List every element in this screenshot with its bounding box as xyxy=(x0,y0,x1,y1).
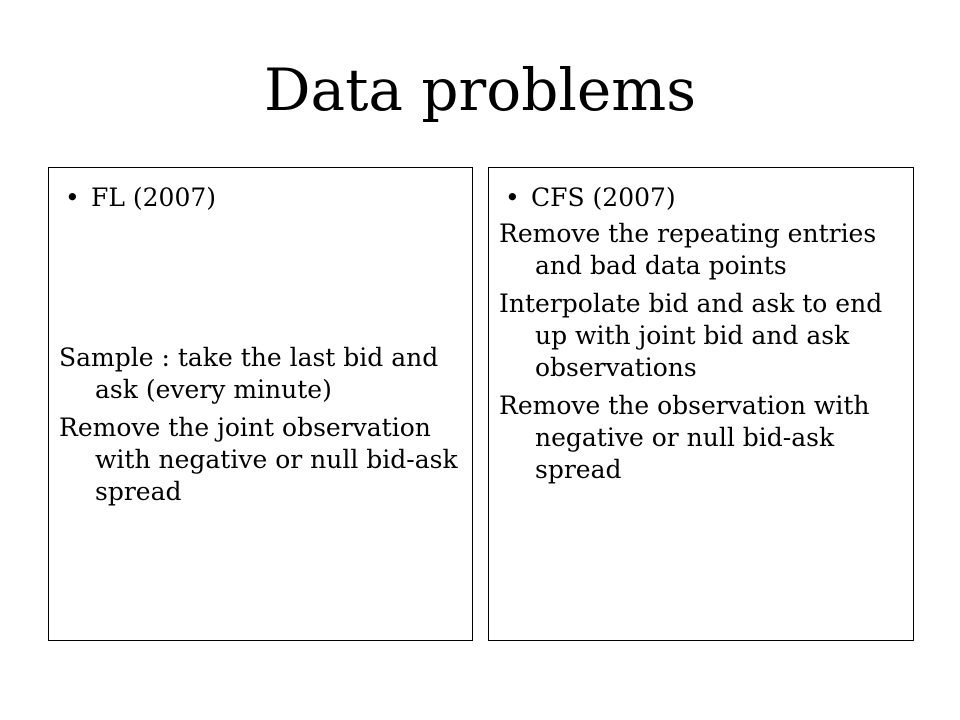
right-paragraph-interpolate: Interpolate bid and ask to end up with joint bid and ask observations xyxy=(499,289,883,382)
left-heading-line xyxy=(59,182,462,214)
right-paragraph-repeating: Remove the repeating entries and bad data points xyxy=(499,219,877,280)
left-paragraph-remove: Remove the joint observation with negative or null bid-ask spread xyxy=(59,413,458,506)
slide-title: Data problems xyxy=(264,56,696,124)
bullet-icon: • xyxy=(65,183,80,212)
right-heading: CFS (2007) xyxy=(531,183,676,212)
right-paragraph-remove: Remove the observation with negative or null bid-ask spread xyxy=(499,391,870,484)
left-spacer xyxy=(59,214,462,342)
bullet-icon: • xyxy=(505,183,520,212)
left-paragraph-sample: Sample : take the last bid and ask (every minute) xyxy=(59,343,439,404)
left-heading: FL (2007) xyxy=(91,183,217,212)
left-panel xyxy=(48,167,473,641)
right-heading-line xyxy=(499,182,903,214)
right-panel xyxy=(488,167,914,641)
